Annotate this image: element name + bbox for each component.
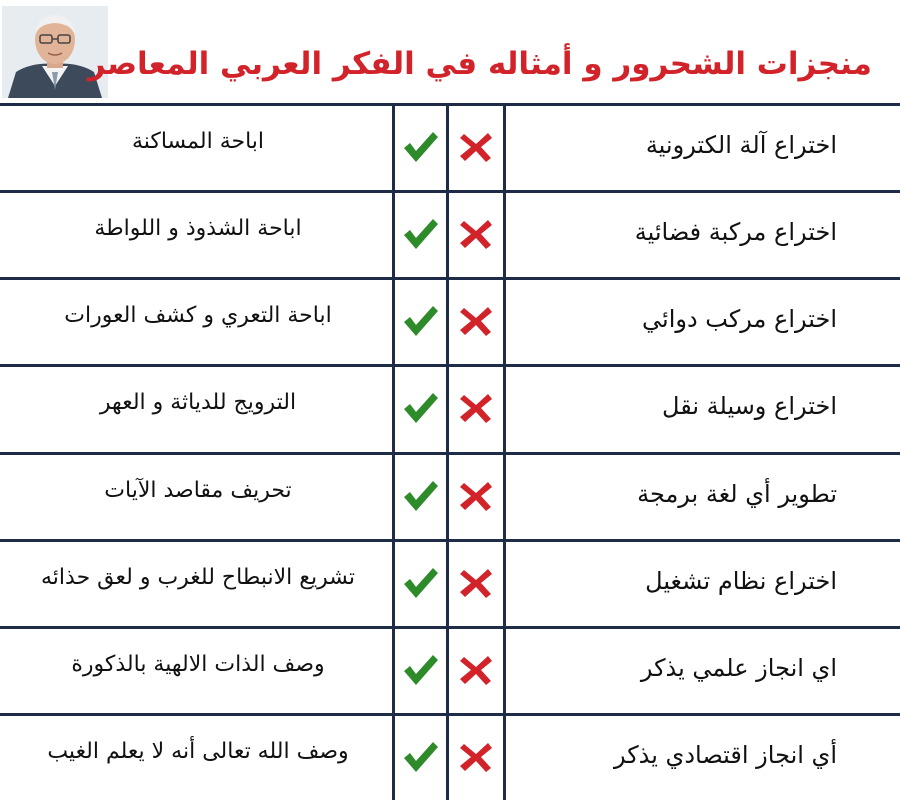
page-title: منجزات الشحرور و أمثاله في الفكر العربي المعاصر [87,46,872,82]
cross-mark-icon [458,479,494,513]
achieved-item: الترويج للدياثة و العهر [99,390,297,415]
achieved-item: وصف الله تعالى أنه لا يعلم الغيب [47,739,349,764]
achieved-item: اباحة الشذوذ و اللواطة [94,216,302,241]
table-row [0,364,900,451]
achieved-item: اباحة المساكنة [131,129,265,154]
achieved-item: تشريع الانبطاح للغرب و لعق حذائه [41,565,355,590]
achieved-item: اباحة التعري و كشف العورات [64,303,332,328]
check-mark-icon [401,217,439,251]
cross-mark-icon [458,653,494,687]
cross-mark-icon [458,391,494,425]
check-mark-icon [401,391,439,425]
check-mark-icon [401,304,439,338]
check-mark-icon [401,653,439,687]
not-achieved-item: اختراع وسيلة نقل [662,392,837,420]
not-achieved-item: اي انجاز علمي يذكر [640,654,837,682]
table-row [0,452,900,539]
cross-mark-icon [458,217,494,251]
cross-mark-icon [458,304,494,338]
achieved-item: تحريف مقاصد الآيات [104,478,292,503]
not-achieved-item: اختراع مركبة فضائية [634,218,837,246]
not-achieved-item: أي انجاز اقتصادي يذكر [613,741,837,769]
check-mark-icon [401,130,439,164]
table-row [0,713,900,800]
check-mark-icon [401,566,439,600]
table-row [0,539,900,626]
not-achieved-item: اختراع آلة الكترونية [645,131,837,159]
comparison-table [0,103,900,800]
header [0,0,900,103]
cross-mark-icon [458,740,494,774]
cross-mark-icon [458,566,494,600]
table-row [0,626,900,713]
not-achieved-item: تطوير أي لغة برمجة [637,480,837,508]
not-achieved-item: اختراع مركب دوائي [642,305,837,333]
check-mark-icon [401,740,439,774]
not-achieved-item: اختراع نظام تشغيل [645,567,837,595]
check-mark-icon [401,479,439,513]
table-row [0,103,900,190]
achieved-item: وصف الذات الالهية بالذكورة [71,652,325,677]
table-row [0,277,900,364]
table-row [0,190,900,277]
cross-mark-icon [458,130,494,164]
